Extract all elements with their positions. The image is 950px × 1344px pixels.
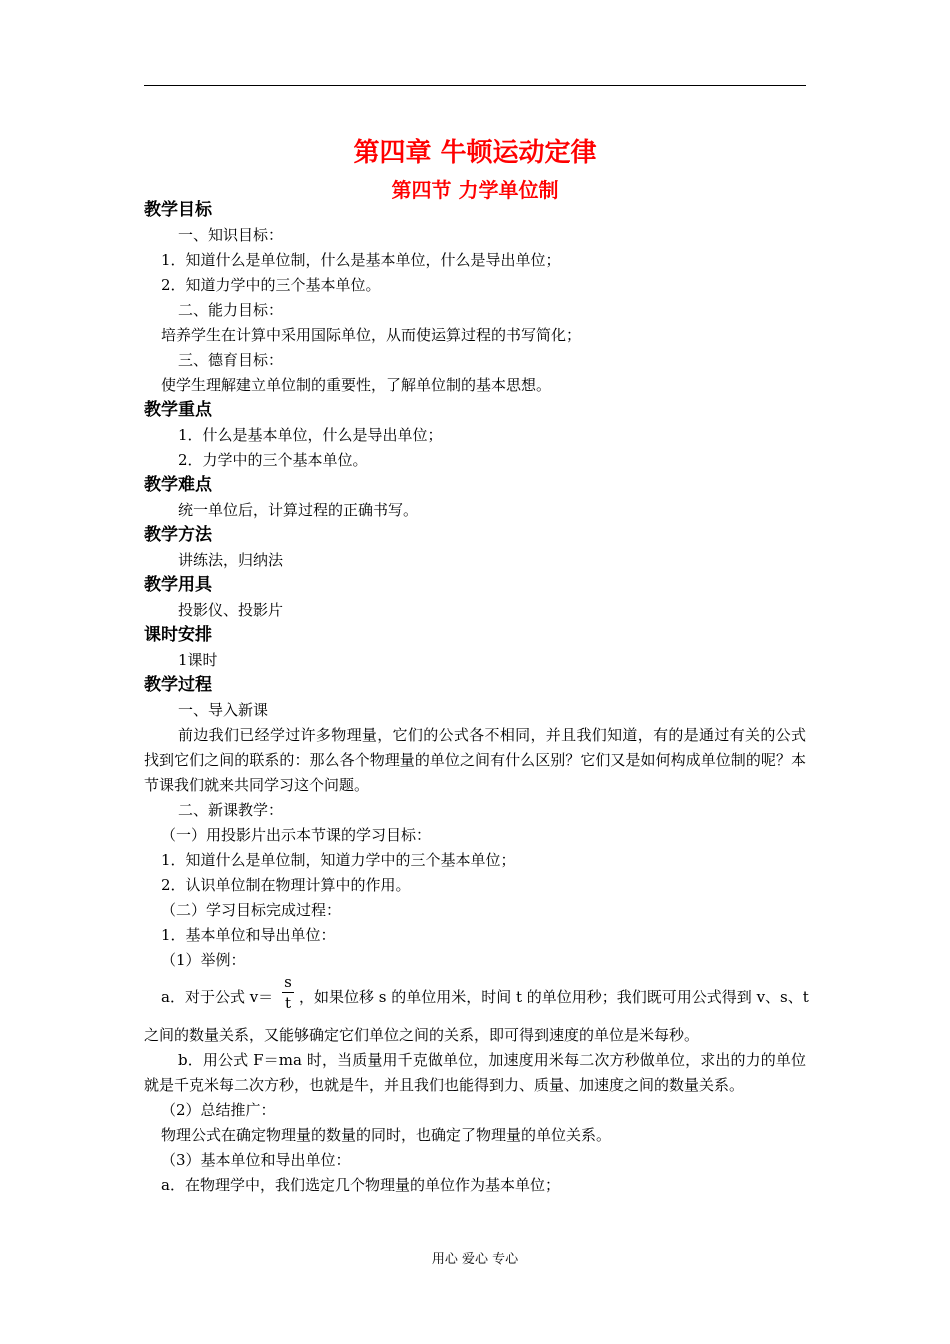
tools-text: 投影仪、投影片	[178, 601, 284, 619]
sub1-item: 1．知道什么是单位制，知道力学中的三个基本单位；	[161, 851, 516, 869]
schedule-text: 1课时	[178, 651, 218, 669]
intro-paragraph: 前边我们已经学过许多物理量，它们的公式各不相同，并且我们知道，有的是通过有关的公式找到它们之间的联系的：那么各个物理量的单位之间有什么区别？它们又是如何构成单位制的呢？本节课我们就来共同学习这个问题。	[144, 726, 806, 794]
key-item: 1．什么是基本单位，什么是导出单位；	[178, 426, 443, 444]
fraction-bar	[282, 992, 294, 993]
summary-text: 物理公式在确定物理量的数量的同时，也确定了物理量的单位关系。	[161, 1126, 612, 1144]
moral-label: 三、德育目标：	[178, 351, 284, 369]
difficulty-heading: 教学难点	[144, 475, 212, 495]
section-title: 第四节 力学单位制	[391, 178, 559, 202]
units-label: （3）基本单位和导出单位：	[161, 1151, 351, 1169]
schedule-heading: 课时安排	[144, 625, 212, 645]
velocity-fraction	[282, 973, 294, 1012]
fraction-numerator: s	[284, 973, 292, 991]
moral-text: 使学生理解建立单位制的重要性，了解单位制的基本思想。	[161, 376, 552, 394]
knowledge-item: 2．知道力学中的三个基本单位。	[161, 276, 381, 294]
item1-label: 1．基本单位和导出单位：	[161, 926, 336, 944]
example-label: （1）举例：	[161, 951, 246, 969]
sub2-label: （二）学习目标完成过程：	[161, 901, 342, 919]
intro-label: 一、导入新课	[178, 701, 269, 719]
key-heading: 教学重点	[144, 400, 212, 420]
goals-heading: 教学目标	[144, 200, 212, 220]
formula-suffix: ，如果位移 s 的单位用米，时间 t 的单位用秒；我们既可用公式得到 v、s、t	[299, 988, 809, 1006]
process-heading: 教学过程	[144, 675, 212, 695]
knowledge-label: 一、知识目标：	[178, 226, 284, 244]
new-lesson-label: 二、新课教学：	[178, 801, 284, 819]
key-item: 2．力学中的三个基本单位。	[178, 451, 368, 469]
chapter-title: 第四章 牛顿运动定律	[353, 138, 597, 168]
fraction-denominator: t	[284, 994, 292, 1012]
summary-label: （2）总结推广：	[161, 1101, 276, 1119]
ability-text: 培养学生在计算中采用国际单位，从而使运算过程的书写简化；	[161, 326, 582, 344]
knowledge-item: 1．知道什么是单位制，什么是基本单位，什么是导出单位；	[161, 251, 561, 269]
units-item-a: a．在物理学中，我们选定几个物理量的单位作为基本单位；	[161, 1176, 560, 1194]
header-rule	[144, 85, 806, 86]
document-body	[144, 198, 809, 1198]
formula-prefix: a．对于公式 v＝	[161, 988, 274, 1006]
method-text: 讲练法，归纳法	[178, 551, 284, 569]
page-footer: 用心 爱心 专心	[431, 1252, 519, 1267]
sub1-label: （一）用投影片出示本节课的学习目标：	[161, 826, 432, 844]
example-b-paragraph: b．用公式 F＝ma 时，当质量用千克做单位，加速度用米每二次方秒做单位，求出的力的单位就是千克米每二次方秒，也就是牛，并且我们也能得到力、质量、加速度之间的数量关系。	[144, 1051, 806, 1094]
difficulty-text: 统一单位后，计算过程的正确书写。	[178, 501, 419, 519]
method-heading: 教学方法	[144, 525, 212, 545]
tools-heading: 教学用具	[144, 575, 212, 595]
sub1-item: 2．认识单位制在物理计算中的作用。	[161, 876, 411, 894]
ability-label: 二、能力目标：	[178, 301, 284, 319]
formula-line	[144, 973, 809, 1023]
example-a-continuation: 之间的数量关系，又能够确定它们单位之间的关系，即可得到速度的单位是米每秒。	[144, 1026, 700, 1044]
